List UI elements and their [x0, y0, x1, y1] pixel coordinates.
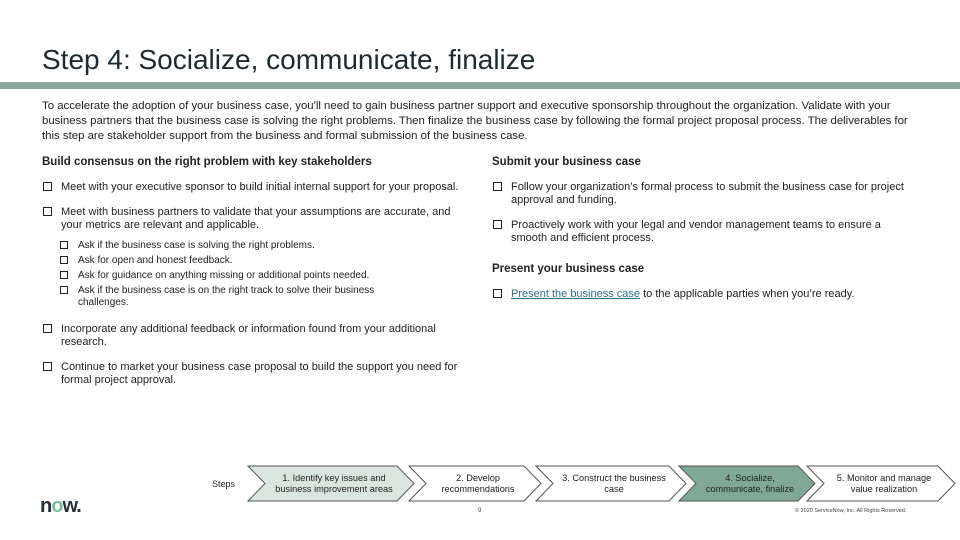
step-2-label: 2. Develop recommendations — [441, 472, 515, 494]
checklist-subitem-text: Ask for open and honest feedback. — [78, 255, 233, 266]
step-4-label: 4. Socialize, communicate, finalize — [705, 472, 795, 494]
checklist-subitem-text: Ask if the business case is on the right track to solve their business challenges. — [78, 285, 375, 308]
steps-label: Steps — [212, 479, 236, 489]
section-header-consensus: Build consensus on the right problem with key stakeholders — [42, 156, 372, 168]
checkbox-icon[interactable] — [493, 220, 502, 229]
checkbox-icon[interactable] — [493, 289, 502, 298]
checklist-item — [492, 288, 912, 301]
checklist-item-text: Meet with your executive sponsor to build initial internal support for your proposal. — [61, 181, 459, 193]
checklist-subitem — [59, 255, 462, 267]
step-1-chevron[interactable] — [247, 465, 415, 502]
checkbox-icon[interactable] — [43, 182, 52, 191]
intro-paragraph: To accelerate the adoption of your business case, you'll need to gain business partner support and executive sponsorship throughout the organization. Validate with your business partners that the business case is solving the right problems. Then finalize the business case by following the formal project proposal process. The deliverables for this step are stakeholder support from the business and formal submission of the business case. — [42, 100, 908, 142]
checklist-item — [42, 361, 461, 387]
title-divider — [0, 82, 960, 89]
section-header-present: Present your business case — [492, 263, 645, 275]
checkbox-icon[interactable] — [60, 286, 68, 294]
checklist-item-text: Incorporate any additional feedback or information found from your additional research. — [61, 323, 436, 348]
logo-text: n — [40, 495, 52, 517]
checkbox-icon[interactable] — [493, 182, 502, 191]
page-number: 9 — [478, 508, 482, 514]
checklist-item-text: Proactively work with your legal and vendor management teams to ensure a smooth and efficient process. — [511, 219, 881, 244]
checkbox-icon[interactable] — [60, 271, 68, 279]
checklist-item — [42, 181, 462, 194]
checklist-item — [42, 323, 441, 349]
checkbox-icon[interactable] — [43, 207, 52, 216]
step-5-chevron[interactable] — [806, 465, 956, 502]
section-header-submit: Submit your business case — [492, 156, 641, 168]
checkbox-icon[interactable] — [43, 324, 52, 333]
servicenow-logo — [40, 495, 81, 518]
checklist-item-text: Continue to market your business case proposal to build the support you need for formal project approval. — [61, 361, 458, 386]
step-3-label: 3. Construct the business case — [562, 472, 666, 494]
step-5-label: 5. Monitor and manage value realization — [836, 472, 932, 494]
checklist-subitem-text: Ask for guidance on anything missing or additional points needed. — [78, 270, 370, 281]
step-1-label: 1. Identify key issues and business improvement areas — [275, 472, 393, 494]
checklist-item-text: to the applicable parties when you’re ready. — [640, 288, 855, 300]
checklist-subitem — [59, 285, 408, 309]
copyright-text: © 2020 ServiceNow, Inc. All Rights Reserved. — [795, 508, 907, 514]
present-business-case-link[interactable]: Present the business case — [511, 288, 641, 300]
page-title: Step 4: Socialize, communicate, finalize — [42, 44, 536, 75]
logo-text: o — [51, 495, 63, 517]
checklist-subitem-text: Ask if the business case is solving the right problems. — [78, 240, 315, 251]
step-2-chevron[interactable] — [408, 465, 542, 502]
checklist-item-text: Meet with business partners to validate that your assumptions are accurate, and your metrics are relevant and applicable. — [61, 206, 451, 231]
left-column — [42, 156, 462, 399]
checklist-subitem — [59, 270, 462, 282]
step-3-chevron[interactable] — [535, 465, 687, 502]
checklist-item — [492, 219, 912, 245]
right-column — [492, 156, 912, 313]
logo-text: w. — [62, 495, 81, 517]
step-4-chevron[interactable] — [678, 465, 816, 502]
checklist-subitem — [59, 240, 462, 252]
checkbox-icon[interactable] — [43, 362, 52, 371]
checkbox-icon[interactable] — [60, 241, 68, 249]
checklist-item — [492, 181, 912, 207]
checklist-item — [42, 206, 462, 232]
checklist-item-text: Follow your organization’s formal process to submit the business case for project approval and funding. — [511, 181, 904, 206]
checkbox-icon[interactable] — [60, 256, 68, 264]
